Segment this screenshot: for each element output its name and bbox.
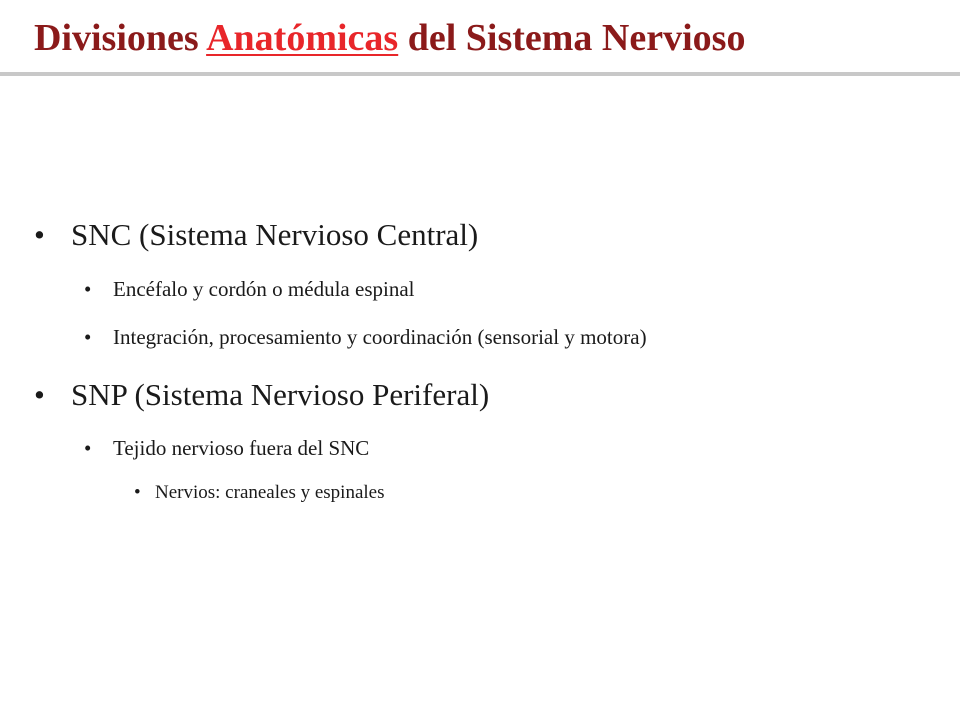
sub-bullet-item [84, 275, 414, 303]
sub-sub-bullet-item [134, 480, 385, 506]
sub-bullet-text-integracion: Integración, procesamiento y coordinación (sensorial y motora) [113, 325, 647, 349]
bullet-icon: • [84, 436, 92, 460]
bullet-item-snc [34, 215, 478, 255]
bullet-icon: • [84, 325, 92, 349]
sub-bullet-item [84, 323, 647, 351]
bullet-text-snc: SNC (Sistema Nervioso Central) [71, 217, 479, 252]
bullet-icon: • [84, 277, 92, 301]
sub-bullet-text-tejido: Tejido nervioso fuera del SNC [113, 436, 370, 460]
title-prefix: Divisiones [34, 17, 207, 59]
title-suffix: del Sistema Nervioso [398, 17, 746, 59]
bullet-item-snp [34, 375, 489, 415]
bullet-icon: • [34, 377, 45, 412]
title-accent-word: Anatómicas [206, 17, 399, 59]
sub-bullet-text-encefalo: Encéfalo y cordón o médula espinal [113, 277, 415, 301]
bullet-icon: • [134, 482, 141, 503]
bullet-icon: • [34, 217, 45, 252]
sub-bullet-item [84, 434, 369, 462]
bullet-text-snp: SNP (Sistema Nervioso Periferal) [71, 377, 490, 412]
slide-title [34, 12, 745, 64]
sub-sub-bullet-text-nervios: Nervios: craneales y espinales [155, 482, 385, 503]
title-divider [0, 72, 960, 76]
